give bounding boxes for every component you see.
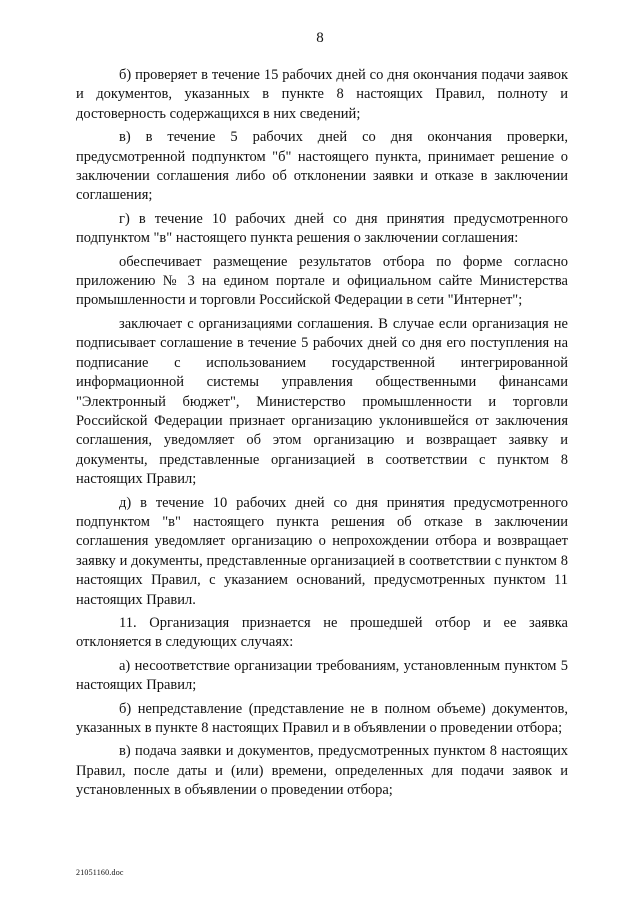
paragraph-v-decision: в) в течение 5 рабочих дней со дня окончания проверки, предусмотренной подпунктом "б" настоящего пункта, принимает решение о заключении соглашения либо об отклонении заявки и отказе в заключении соглашения; — [76, 129, 568, 204]
paragraph-a-noncompliance: а) несоответствие организации требованиям, установленным пунктом 5 настоящих Правил; — [76, 657, 568, 694]
paragraph-b-incomplete: б) непредставление (представление не в полном объеме) документов, указанных в пункте 8 настоящих Правил и в объявлении о проведении отбора; — [76, 700, 568, 736]
file-name-footer: 21051160.doc — [76, 868, 124, 877]
paragraph-11-rejection: 11. Организация признается не прошедшей отбор и ее заявка отклоняется в следующих случаях: — [76, 614, 568, 651]
paragraph-d-refusal: д) в течение 10 рабочих дней со дня принятия предусмотренного подпунктом "в" настоящего пункта решения об отказе в заключении соглашения уведомляет организацию о непрохождении отбора и возвращает заявку и документы, представленные организацией в соответствии с пунктом 8 настоящих Правил, с указанием оснований, предусмотренных пунктом 11 настоящих Правил. — [76, 494, 568, 608]
page-number: 8 — [316, 30, 324, 46]
paragraph-conclude-agreements: заключает с организациями соглашения. В случае если организация не подписывает соглашение в течение 5 рабочих дней со дня его поступления на подписание с использованием государственной интегрированной информационной системы управления общественными финансами "Электронный бюджет", Министерство промышленности и торговли Российской Федерации признает организацию уклонившейся от заключения соглашения, уведомляет об этом организацию и возвращает заявку и документы, представленные организацией в соответствии с пунктом 8 настоящих Правил; — [76, 315, 568, 488]
paragraph-b-check: б) проверяет в течение 15 рабочих дней со дня окончания подачи заявок и документов, указанных в пункте 8 настоящих Правил, полноту и достоверность содержащихся в них сведений; — [76, 67, 568, 122]
document-body — [76, 66, 568, 805]
paragraph-publish-results: обеспечивает размещение результатов отбора по форме согласно приложению № 3 на едином портале и официальном сайте Министерства промышленности и торговли Российской Федерации в сети "Интернет"; — [76, 253, 568, 309]
paragraph-g-agreement: г) в течение 10 рабочих дней со дня принятия предусмотренного подпунктом "в" настоящего пункта решения о заключении соглашения: — [76, 210, 568, 247]
paragraph-v-late-submission: в) подача заявки и документов, предусмотренных пунктом 8 настоящих Правил, после даты и (или) времени, определенных для подачи заявок и установленных в объявлении о проведении отбора; — [76, 743, 568, 799]
